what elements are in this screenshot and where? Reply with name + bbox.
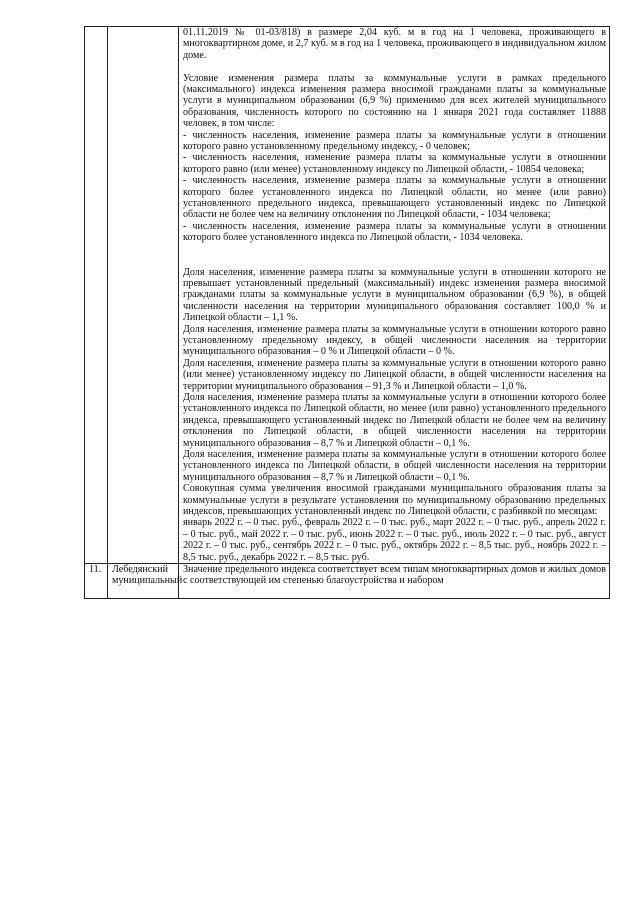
sum-paragraph: Совокупная сумма увеличения вносимой гражданами муниципального образования платы за коммунальные услуги в результате установления по муниципальному образованию предельных индексов, превышающих установленный индекс по Липецкой области, с разбивкой по месяцам:: [183, 483, 606, 518]
row-number-cell: [85, 27, 108, 564]
index-description: Значение предельного индекса соответствует всем типам многоквартирных домов и жилых домов с соответствующей им степенью благоустройства и набором: [183, 564, 606, 587]
share-paragraph: Доля населения, изменение размера платы за коммунальные услуги в отношении которого равно (или менее) установленному индексу по Липецкой области, в общей численности населения на территории муниципального образования – 91,3 % и Липецкой области – 1,0 %.: [183, 357, 606, 392]
table-row: [85, 564, 610, 599]
share-paragraph: Доля населения, изменение размера платы за коммунальные услуги в отношении которого не превышает установленный предельный (максимальный) индекс изменения размера вносимой гражданами платы за коммунальные услуги в муниципальном образовании (6,9 %), в общей численности населения на территории муниципального образования составляет 100,0 % и Липецкой области – 1,1 %.: [183, 266, 606, 324]
share-paragraph: Доля населения, изменение размера платы за коммунальные услуги в отношении которого равно установленному предельному индексу, в общей численности населения на территории муниципального образования – 0 % и Липецкой области – 0 %.: [183, 323, 606, 358]
row-number-cell: [85, 564, 108, 599]
municipality-name-cell: [108, 564, 183, 599]
monthly-breakdown-paragraph: январь 2022 г. – 0 тыс. руб., февраль 2022 г. – 0 тыс. руб., март 2022 г. – 0 тыс. руб., апрель 2022 г. – 0 тыс. руб., май 2022 г. – 0 тыс. руб., июнь 2022 г. – 0 тыс. руб., июль 2022 г. – 0 тыс. руб., август 2022 г. – 0 тыс. руб., сентябрь 2022 г. – 0 тыс. руб., октябрь 2022 г. – 8,5 тыс. руб., ноябрь 2022 г. – 8,5 тыс. руб., декабрь 2022 г. – 8,5 тыс. руб.: [183, 517, 606, 563]
list-item: - численность населения, изменение размера платы за коммунальные услуги в отношении которого равно (или менее) установленному индексу по Липецкой области, - 10854 человека;: [183, 152, 606, 175]
intro-paragraph: 01.11.2019 № 01-03/818) в размере 2,04 куб. м в год на 1 человека, проживающего в многоквартирном доме, и 2,7 куб. м в год на 1 человека, проживающего в индивидуальном жилом доме.: [183, 27, 606, 61]
share-paragraph: Доля населения, изменение размера платы за коммунальные услуги в отношении которого более установленного индекса по Липецкой области, в общей численности населения на территории муниципального образования – 8,7 % и Липецкой области – 0,1 %.: [183, 449, 606, 483]
row-number: 11.: [89, 564, 102, 576]
list-item: - численность населения, изменение размера платы за коммунальные услуги в отношении которого более установленного индекса по Липецкой области, - 1034 человека.: [183, 220, 606, 244]
municipality-name-cell: [108, 27, 179, 564]
description-cell: [179, 564, 610, 599]
share-paragraph: Доля населения, изменение размера платы за коммунальные услуги в отношении которого более установленного индекса по Липецкой области, но менее (или равно) установленного предельного индекса, превышающего установленный индекс по Липецкой области не более чем на величину отклонения по Липецкой области, в общей численности населения на территории муниципального образования – 8,7 % и Липецкой области – 0,1 %.: [183, 391, 606, 449]
condition-paragraph: Условие изменения размера платы за коммунальные услуги в рамках предельного (максимального) индекса изменения размера вносимой гражданами платы за коммунальные услуги в муниципальном образовании (6,9 %) применимо для всех жителей муниципального образования, численность которого по состоянию на 1 января 2021 года составляет 11888 человек, в том числе:: [183, 72, 606, 130]
list-item: - численность населения, изменение размера платы за коммунальные услуги в отношении которого равно установленному предельному индексу, - 0 человек;: [183, 129, 606, 153]
municipality-name: Лебедянский муниципальный: [112, 564, 183, 587]
description-cell: [179, 27, 610, 564]
list-item: - численность населения, изменение размера платы за коммунальные услуги в отношении которого более установленного индекса по Липецкой области, но менее (или равно) установленного предельного индекса, превышающего установленный индекс по Липецкой области не более чем на величину отклонения по Липецкой области, - 1034 человека;: [183, 175, 606, 221]
municipal-index-table: [84, 26, 610, 599]
table-row: [85, 27, 610, 564]
